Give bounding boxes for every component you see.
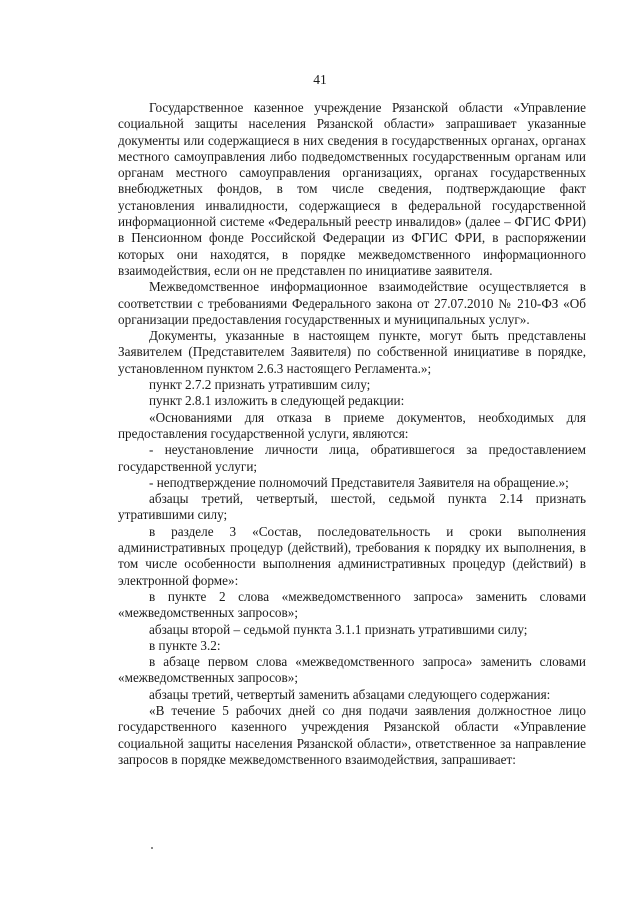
paragraph-section-3: в разделе 3 «Состав, последовательность и сроки выполнения административных процедур (действий), требования к порядку их выполнения, в том числе особенности выполнения административных процедур (действий) в электронной форме»: (118, 523, 586, 588)
scan-speck (151, 847, 153, 849)
paragraph-agency-request: Государственное казенное учреждение Рязанской области «Управление социальной защиты населения Рязанской области» запрашивает указанные документы или содержащиеся в них сведения в государственных органах, органах местного самоуправления либо подведомственных государственным органам или органам местного самоуправления организациях, органах государственных внебюджетных фондов, в том числе сведения, подтверждающие факт установления инвалидности, содержащиеся в федеральной государственной информационной системе «Федеральный реестр инвалидов» (далее – ФГИС ФРИ) в Пенсионном фонде Российской Федерации из ФГИС ФРИ, в распоряжении которых они находятся, в порядке межведомственного информационного взаимодействия, если он не представлен по инициативе заявителя. (118, 100, 586, 278)
paragraph-item-2-7-2: пункт 2.7.2 признать утратившим силу; (149, 377, 371, 393)
paragraph-point-2-words: в пункте 2 слова «межведомственного запроса» заменить словами «межведомственных запросов»; (118, 588, 586, 621)
paragraph-identity-not-established: - неустановление личности лица, обратившегося за предоставлением государственной услуги; (118, 442, 586, 474)
paragraph-item-3-2: в пункте 3.2: (149, 637, 221, 653)
paragraph-item-2-8-1: пункт 2.8.1 изложить в следующей редакции: (149, 393, 405, 409)
page-number: 41 (313, 72, 327, 87)
paragraph-item-2-14: абзацы третий, четвертый, шестой, седьмой пункта 2.14 признать утратившими силу; (118, 491, 586, 523)
paragraph-authority-not-confirmed: - неподтверждение полномочий Представителя Заявителя на обращение.»; (149, 474, 569, 490)
paragraph-five-working-days: «В течение 5 рабочих дней со дня подачи заявления должностное лицо государственного казенного учреждения Рязанской области «Управление социальной защиты населения Рязанской области», ответственное за направление запросов в порядке межведомственного взаимодействия, запрашивает: (118, 702, 586, 767)
document-body (118, 100, 586, 768)
paragraph-interagency-law: Межведомственное информационное взаимодействие осуществляется в соответствии с требованиями Федерального закона от 27.07.2010 № 210-ФЗ «Об организации предоставления государственных и муниципальных услуг». (118, 279, 586, 327)
paragraph-item-3-1-1: абзацы второй – седьмой пункта 3.1.1 признать утратившими силу; (149, 621, 528, 637)
paragraph-first-paragraph-words: в абзаце первом слова «межведомственного запроса» заменить словами «межведомственных запросов»; (118, 654, 586, 686)
paragraph-replace-third-fourth: абзацы третий, четвертый заменить абзацами следующего содержания: (149, 686, 551, 702)
paragraph-documents-own-initiative: Документы, указанные в настоящем пункте, могут быть представлены Заявителем (Представителем Заявителя) по собственной инициативе в порядке, установленном пунктом 2.6.3 настоящего Регламента.»; (118, 328, 586, 376)
paragraph-refusal-grounds: «Основаниями для отказа в приеме документов, необходимых для предоставления государственной услуги, являются: (118, 409, 586, 441)
